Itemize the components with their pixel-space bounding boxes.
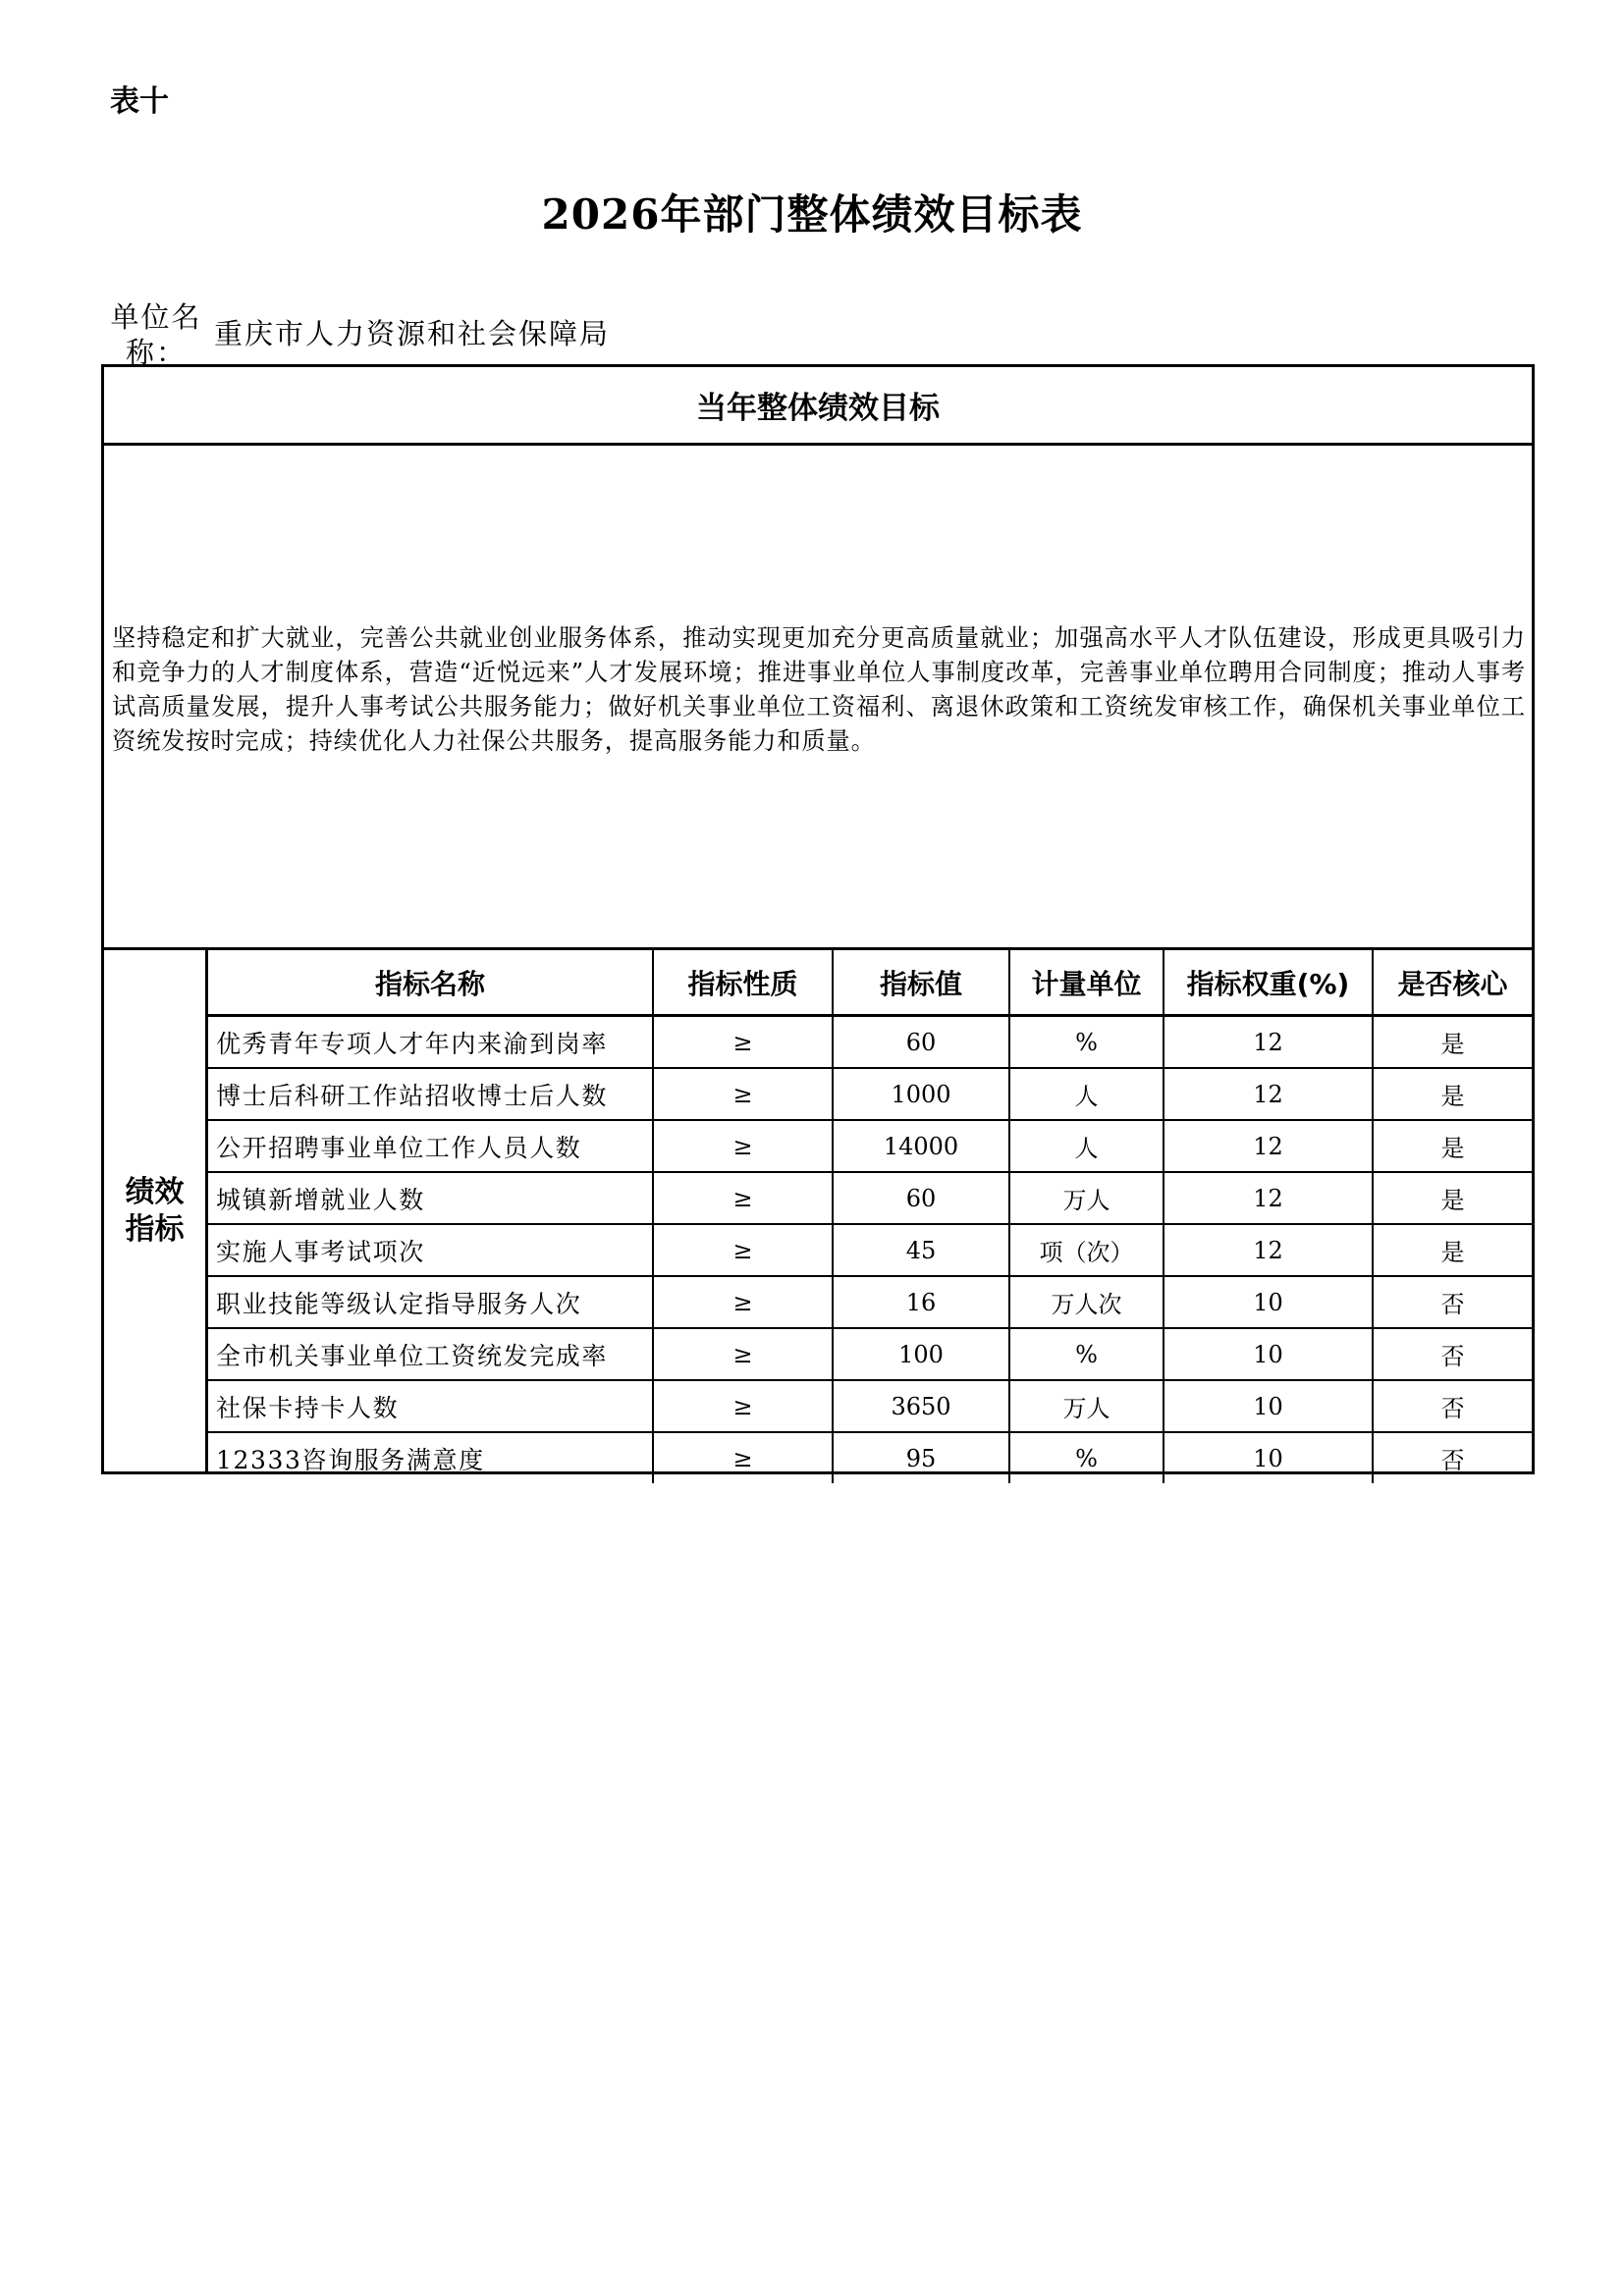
goal-text: 坚持稳定和扩大就业，完善公共就业创业服务体系，推动实现更加充分更高质量就业；加强高水平人才队伍建设，形成更具吸引力和竞争力的人才制度体系，营造“近悦远来”人才发展环境；推进事业单位人事制度改革，完善事业单位聘用合同制度；推动人事考试高质量发展，提升人事考试公共服务能力；做好机关事业单位工资福利、离退休政策和工资统发审核工作，确保机关事业单位工资统发按时完成；持续优化人力社保公共服务，提高服务能力和质量。 [112, 623, 1526, 755]
table-row [208, 1172, 1532, 1224]
column-header: 是否核心 [1373, 950, 1532, 1016]
indicator-name: 城镇新增就业人数 [208, 1172, 653, 1224]
indicator-unit: 万人 [1009, 1380, 1164, 1432]
indicator-name: 全市机关事业单位工资统发完成率 [208, 1328, 653, 1380]
indicator-unit: 项（次） [1009, 1224, 1164, 1276]
indicator-value: 100 [833, 1328, 1009, 1380]
indicator-nature: ≥ [653, 1380, 833, 1432]
indicator-nature: ≥ [653, 1016, 833, 1069]
indicator-value: 60 [833, 1016, 1009, 1069]
indicator-nature: ≥ [653, 1432, 833, 1483]
indicator-core: 否 [1373, 1380, 1532, 1432]
indicator-core: 是 [1373, 1172, 1532, 1224]
indicator-table [208, 950, 1532, 1483]
indicator-nature: ≥ [653, 1120, 833, 1172]
indicator-nature: ≥ [653, 1068, 833, 1120]
indicator-value: 95 [833, 1432, 1009, 1483]
indicator-name: 社保卡持卡人数 [208, 1380, 653, 1432]
indicator-name: 公开招聘事业单位工作人员人数 [208, 1120, 653, 1172]
indicator-unit: % [1009, 1328, 1164, 1380]
table-row [208, 1068, 1532, 1120]
table-row [208, 1224, 1532, 1276]
indicator-header-row [208, 950, 1532, 1016]
indicator-weight: 12 [1164, 1120, 1373, 1172]
indicator-name: 博士后科研工作站招收博士后人数 [208, 1068, 653, 1120]
column-header: 计量单位 [1009, 950, 1164, 1016]
indicator-name: 实施人事考试项次 [208, 1224, 653, 1276]
indicator-nature: ≥ [653, 1224, 833, 1276]
indicator-weight: 10 [1164, 1380, 1373, 1432]
indicator-name: 12333咨询服务满意度 [208, 1432, 653, 1483]
indicator-core: 是 [1373, 1016, 1532, 1069]
column-header: 指标名称 [208, 950, 653, 1016]
indicator-section-cell [104, 950, 208, 1471]
column-header: 指标值 [833, 950, 1009, 1016]
indicator-core: 是 [1373, 1224, 1532, 1276]
unit-name-value: 重庆市人力资源和社会保障局 [214, 317, 611, 350]
document-title: 2026年部门整体绩效目标表 [541, 190, 1083, 239]
indicator-nature: ≥ [653, 1276, 833, 1328]
performance-goal-sheet [101, 364, 1535, 1474]
indicator-value: 60 [833, 1172, 1009, 1224]
indicator-value: 14000 [833, 1120, 1009, 1172]
indicator-name: 职业技能等级认定指导服务人次 [208, 1276, 653, 1328]
indicator-value: 3650 [833, 1380, 1009, 1432]
table-row [208, 1328, 1532, 1380]
indicator-unit: 人 [1009, 1120, 1164, 1172]
indicator-core: 否 [1373, 1328, 1532, 1380]
indicator-core: 否 [1373, 1276, 1532, 1328]
indicator-unit: 人 [1009, 1068, 1164, 1120]
indicator-name: 优秀青年专项人才年内来渝到岗率 [208, 1016, 653, 1069]
indicator-weight: 10 [1164, 1432, 1373, 1483]
table-row [208, 1120, 1532, 1172]
indicator-value: 16 [833, 1276, 1009, 1328]
indicator-weight: 12 [1164, 1068, 1373, 1120]
indicator-unit: 万人 [1009, 1172, 1164, 1224]
indicator-value: 45 [833, 1224, 1009, 1276]
indicator-unit: 万人次 [1009, 1276, 1164, 1328]
table-row [208, 1432, 1532, 1483]
indicator-core: 是 [1373, 1068, 1532, 1120]
indicator-core: 否 [1373, 1432, 1532, 1483]
goal-heading: 当年整体绩效目标 [104, 367, 1532, 446]
column-header: 指标性质 [653, 950, 833, 1016]
goal-body-cell [104, 446, 1532, 950]
unit-name-label: 单位名称： [110, 300, 202, 369]
indicator-unit: % [1009, 1016, 1164, 1069]
indicator-section-label: 绩效指标 [125, 1174, 185, 1247]
indicator-nature: ≥ [653, 1172, 833, 1224]
indicator-nature: ≥ [653, 1328, 833, 1380]
indicator-weight: 10 [1164, 1328, 1373, 1380]
indicator-weight: 10 [1164, 1276, 1373, 1328]
table-row [208, 1276, 1532, 1328]
table-row [208, 1016, 1532, 1069]
indicator-weight: 12 [1164, 1224, 1373, 1276]
indicator-value: 1000 [833, 1068, 1009, 1120]
column-header: 指标权重(%) [1164, 950, 1373, 1016]
indicator-core: 是 [1373, 1120, 1532, 1172]
table-number-label: 表十 [110, 84, 169, 119]
indicator-weight: 12 [1164, 1172, 1373, 1224]
indicator-unit: % [1009, 1432, 1164, 1483]
table-row [208, 1380, 1532, 1432]
indicator-weight: 12 [1164, 1016, 1373, 1069]
